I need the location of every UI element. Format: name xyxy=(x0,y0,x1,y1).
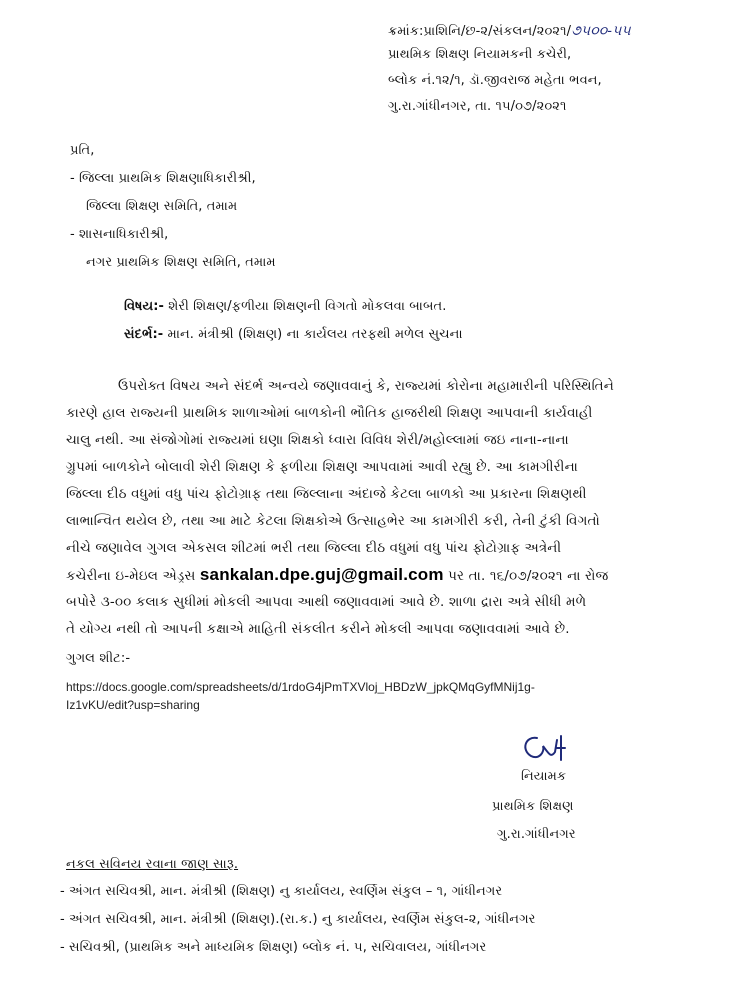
copy-item-2: - અંગત સચિવશ્રી, માન. મંત્રીશ્રી (શિક્ષણ).(રા.ક.) નુ કાર્યાલય, સ્વર્ણિમ સંકુલ-૨, ગાંધીનગર xyxy=(60,912,536,927)
body-line-5: જિલ્લા દીઠ વધુમાં વધુ પાંચ ફોટોગ્રાફ તથા જિલ્લાના અંદાજે કેટલા બાળકો આ પ્રકારના શિક્ષણથી xyxy=(66,487,587,502)
reference-text: માન. મંત્રીશ્રી (શિક્ષણ) ના કાર્યલય તરફથી મળેલ સુચના xyxy=(163,327,463,342)
sheet-label: ગુગલ શીટ:- xyxy=(66,651,131,666)
copy-heading: નકલ સવિનય રવાના જાણ સારૂ. xyxy=(66,857,239,872)
signatory-title: નિયામક xyxy=(521,769,567,784)
recipient-2-line-1: - શાસનાધિકારીશ્રી, xyxy=(70,227,169,242)
sheet-url-line-1[interactable]: https://docs.google.com/spreadsheets/d/1rdoG4jPmTXVloj_HBDzW_jpkQMqGyfMNij1g- xyxy=(66,680,535,694)
recipient-1-line-1: - જિલ્લા પ્રાથમિક શિક્ષણાધિકારીશ્રી, xyxy=(70,171,256,186)
body-line-1: ઉપરોક્ત વિષય અને સંદર્ભ અન્વયે જણાવવાનું કે, રાજ્યમાં કોરોના મહામારીની પરિસ્થિતિને xyxy=(118,379,614,394)
copy-item-3: - સચિવશ્રી, (પ્રાથમિક અને માધ્યમિક શિક્ષણ) બ્લોક નં. ૫, સચિવાલય, ગાંધીનગર xyxy=(60,940,487,955)
signature-icon xyxy=(515,728,575,766)
copy-item-1: - અંગત સચિવશ્રી, માન. મંત્રીશ્રી (શિક્ષણ) નુ કાર્યાલય, સ્વર્ણિમ સંકુલ – ૧, ગાંધીનગર xyxy=(60,884,503,899)
reference-line xyxy=(124,326,463,344)
email-address[interactable]: sankalan.dpe.guj@gmail.com xyxy=(199,565,444,584)
sheet-url-line-2[interactable]: Iz1vKU/edit?usp=sharing xyxy=(66,698,200,712)
body-line-2: કારણે હાલ રાજ્યની પ્રાથમિક શાળાઓમાં બાળકોની ભૌતિક હાજરીથી શિક્ષણ આપવાની કાર્યવાહી xyxy=(66,406,593,421)
body-line-3: ચાલુ નથી. આ સંજોગોમાં રાજ્યમાં ઘણા શિક્ષકો ધ્વારા વિવિધ શેરી/મહોલ્લામાં જઇ નાના-નાના xyxy=(66,433,569,448)
reference-number xyxy=(388,22,631,41)
subject-text: શેરી શિક્ષણ/ફળીયા શિક્ષણની વિગતો મોકલવા બાબત. xyxy=(164,299,447,314)
recipient-1-line-2: જિલ્લા શિક્ષણ સમિતિ, તમામ xyxy=(86,199,238,214)
reference-printed: ક્રમાંક:પ્રાશિનિ/છ-૨/સંકલન/૨૦૨૧/ xyxy=(388,24,572,39)
to-label: પ્રતિ, xyxy=(70,143,95,158)
subject-line xyxy=(124,298,446,316)
body-line-8-end: પર તા. ૧૬/૦૭/૨૦૨૧ ના રોજ xyxy=(443,569,609,584)
signatory-department: પ્રાથમિક શિક્ષણ xyxy=(492,799,574,814)
signatory-place: ગુ.રા.ગાંધીનગર xyxy=(497,827,576,842)
body-line-8 xyxy=(66,566,608,586)
body-line-7: નીચે જણાવેલ ગુગલ એકસલ શીટમાં ભરી તથા જિલ્લા દીઠ વધુમાં વધુ પાંચ ફોટોગ્રાફ અત્રેની xyxy=(66,541,562,556)
reference-label: સંદર્ભ:- xyxy=(124,327,164,342)
office-address: બ્લોક નં.૧૨/૧, ડૉ.જીવરાજ મહેતા ભવન, xyxy=(388,73,602,88)
body-line-9: બપોરે ૩-૦૦ કલાક સુધીમાં મોકલી આપવા આથી જણાવવામાં આવે છે. શાળા દ્રારા અત્રે સીધી મળે xyxy=(66,595,587,610)
body-line-4: ગ્રુપમાં બાળકોને બોલાવી શેરી શિક્ષણ કે ફળીયા શિક્ષણ આપવામાં આવી રહ્યુ છે. આ કામગીરીના xyxy=(66,460,579,475)
subject-label: વિષય:- xyxy=(124,299,165,314)
reference-handwritten: ૭૫૦૦-૫૫ xyxy=(571,23,631,39)
body-line-8-start: કચેરીના ઇ-મેઇલ એડ્રસ xyxy=(66,569,200,584)
recipient-2-line-2: નગર પ્રાથમિક શિક્ષણ સમિતિ, તમામ xyxy=(86,255,276,270)
body-line-6: લાભાન્વિત થયેલ છે, તથા આ માટે કેટલા શિક્ષકોએ ઉત્સાહભેર આ કામગીરી કરી, તેની ટુંકી વિગતો xyxy=(66,514,600,529)
office-name: પ્રાથમિક શિક્ષણ નિયામકની કચેરી, xyxy=(388,47,572,62)
place-date: ગુ.રા.ગાંધીનગર, તા. ૧૫/૦૭/૨૦૨૧ xyxy=(388,99,567,114)
body-line-10: તે યોગ્ય નથી તો આપની કક્ષાએ માહિતી સંકલીત કરીને મોકલી આપવા જણાવવામાં આવે છે. xyxy=(66,622,570,637)
